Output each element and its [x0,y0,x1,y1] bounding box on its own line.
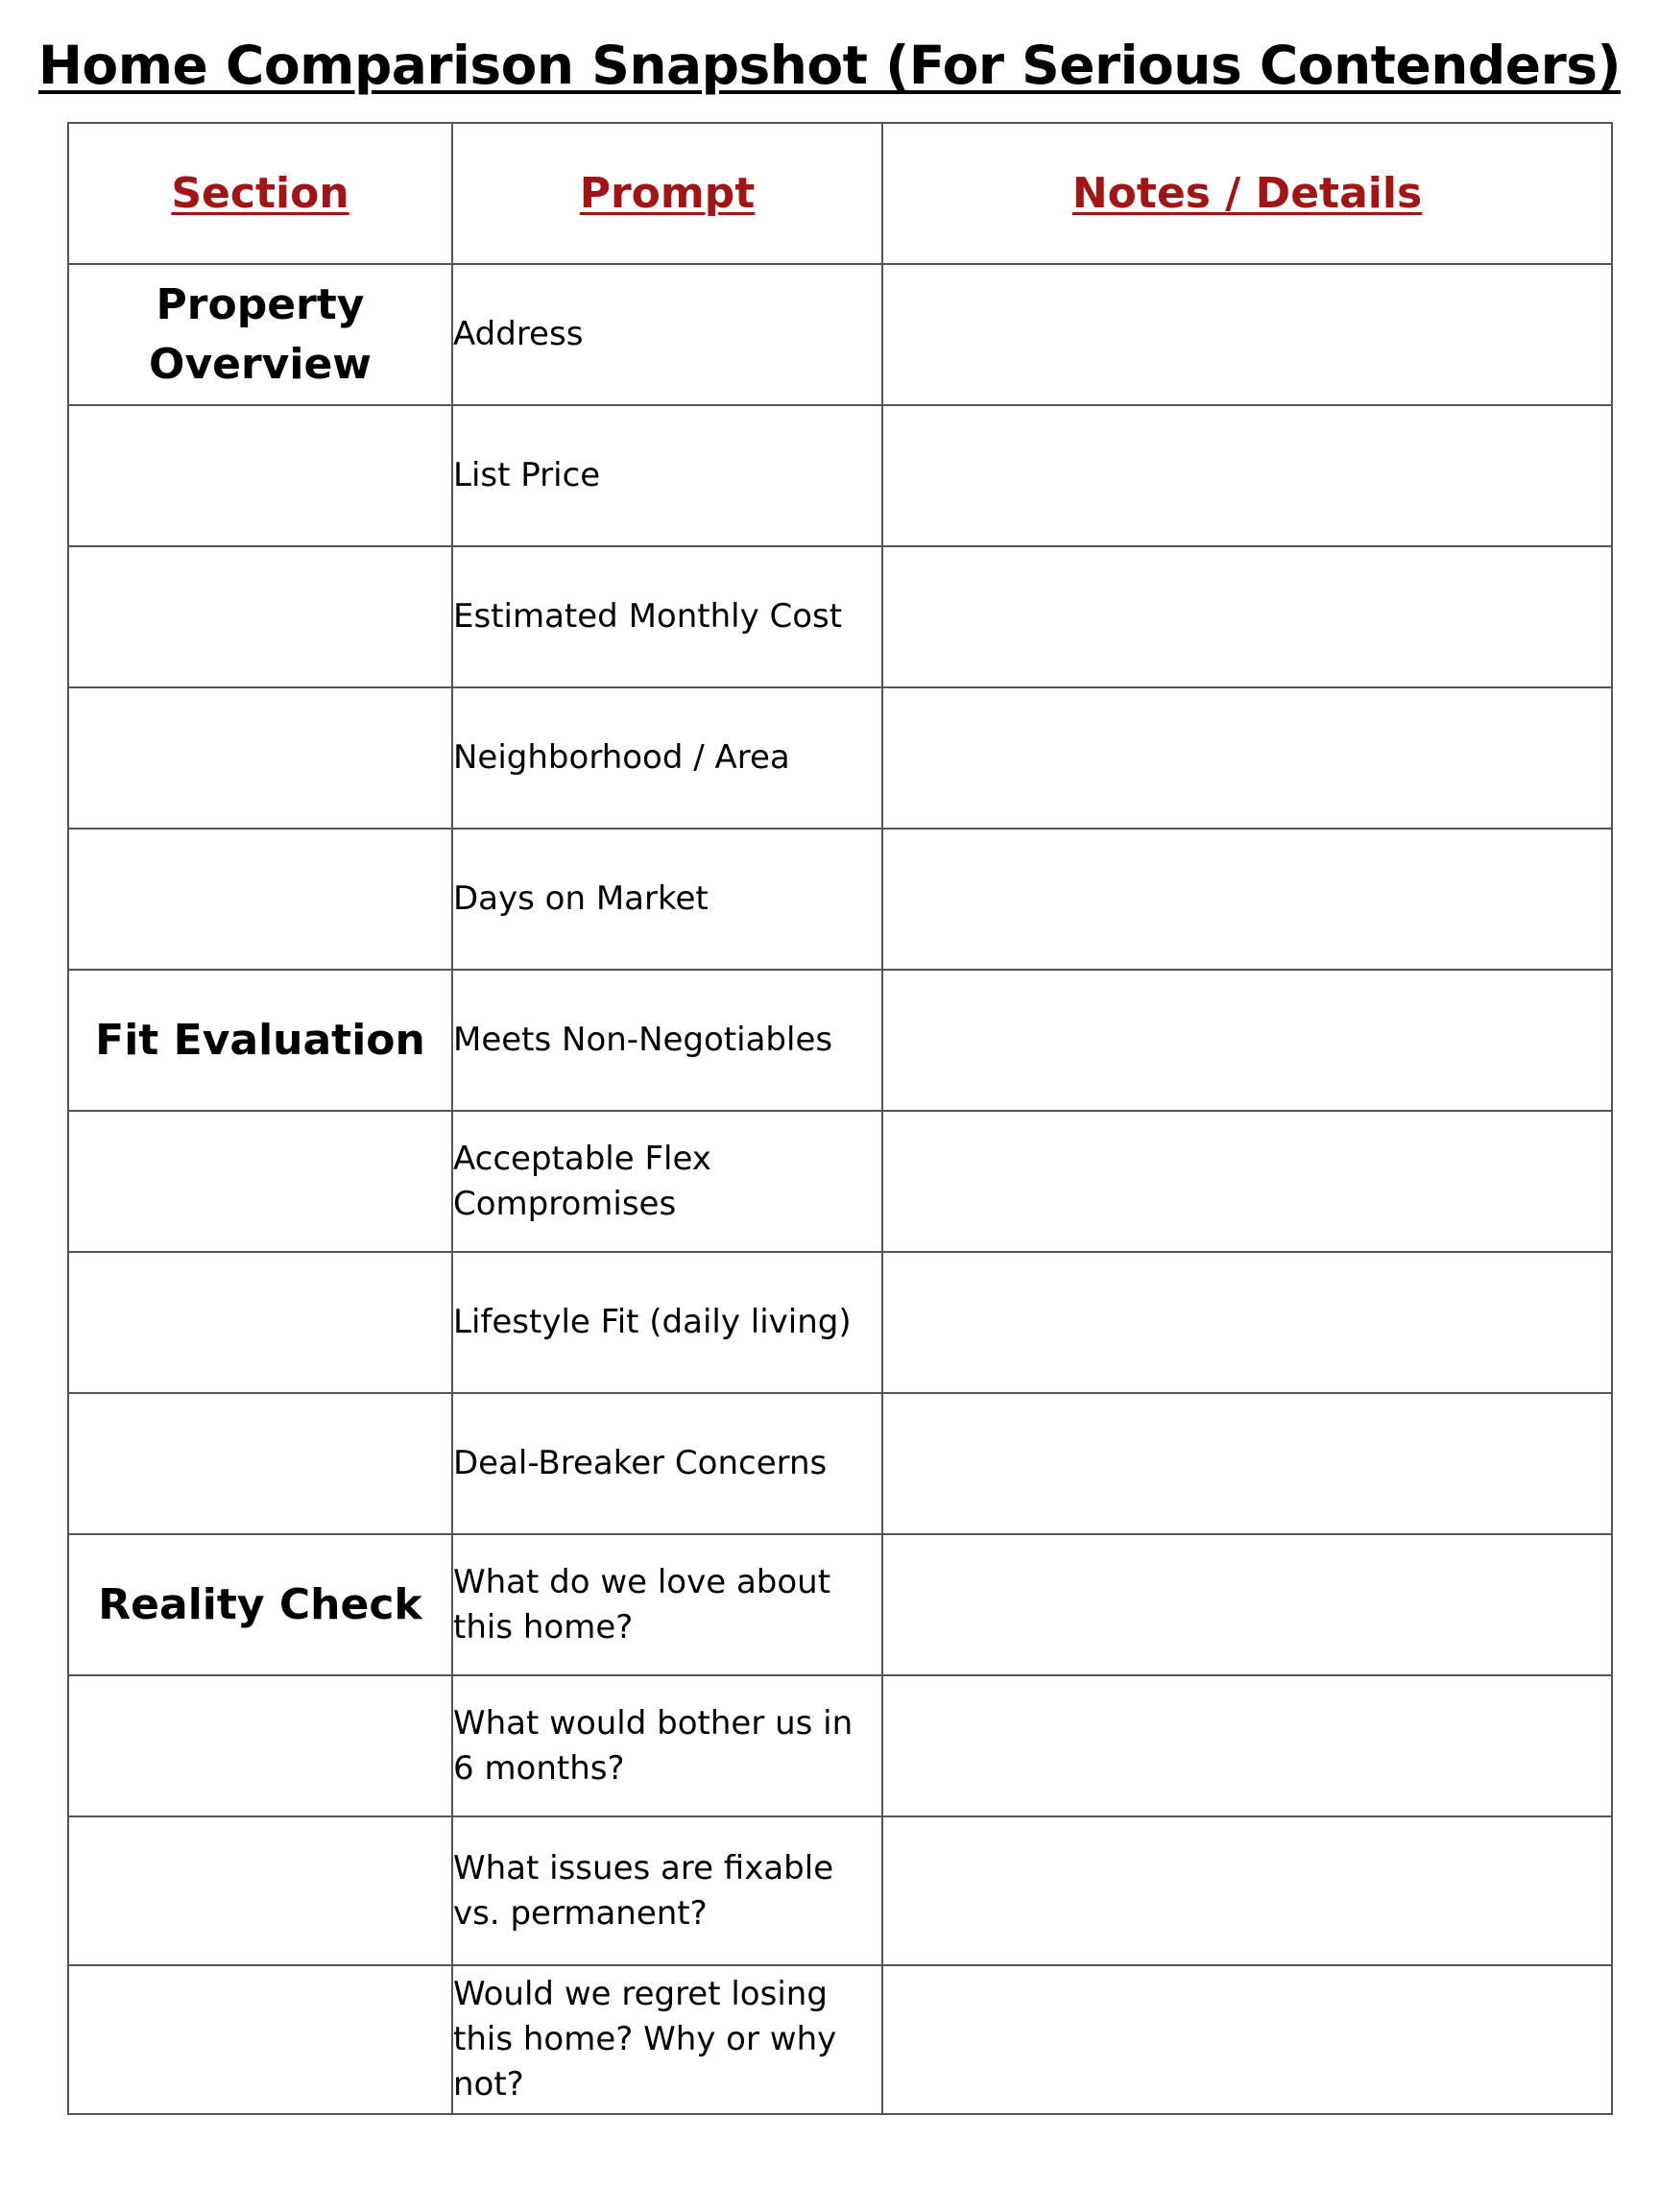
notes-cell[interactable] [882,1965,1612,2114]
notes-cell[interactable] [882,1534,1612,1675]
table-row [68,1534,1612,1675]
notes-cell[interactable] [882,1393,1612,1534]
prompt-cell: What do we love about this home? [452,1534,882,1675]
table-row [68,1252,1612,1393]
prompt-cell: Estimated Monthly Cost [452,546,882,687]
notes-cell[interactable] [882,687,1612,829]
column-header-section: Section [68,123,452,264]
notes-cell[interactable] [882,1675,1612,1816]
section-cell: Fit Evaluation [68,970,452,1111]
table-row [68,687,1612,829]
notes-cell[interactable] [882,1111,1612,1252]
section-cell [68,546,452,687]
notes-cell[interactable] [882,546,1612,687]
table-row [68,1675,1612,1816]
notes-cell[interactable] [882,1252,1612,1393]
notes-cell[interactable] [882,405,1612,546]
prompt-cell: What issues are fixable vs. permanent? [452,1816,882,1965]
section-cell: Property Overview [68,264,452,405]
table-row [68,1393,1612,1534]
prompt-cell: Neighborhood / Area [452,687,882,829]
section-cell [68,1965,452,2114]
comparison-table [67,122,1613,2115]
section-cell [68,405,452,546]
prompt-cell: What would bother us in 6 months? [452,1675,882,1816]
table-row [68,1816,1612,1965]
notes-cell[interactable] [882,829,1612,970]
table-row [68,970,1612,1111]
table-row [68,1965,1612,2114]
column-header-prompt: Prompt [452,123,882,264]
table-row [68,546,1612,687]
prompt-cell: Would we regret losing this home? Why or why not? [452,1965,882,2114]
prompt-cell: Acceptable Flex Compromises [452,1111,882,1252]
notes-cell[interactable] [882,1816,1612,1965]
section-cell [68,1252,452,1393]
section-cell [68,1675,452,1816]
prompt-cell: Days on Market [452,829,882,970]
table-row [68,264,1612,405]
table-row [68,405,1612,546]
notes-cell[interactable] [882,264,1612,405]
prompt-cell: Lifestyle Fit (daily living) [452,1252,882,1393]
section-cell [68,1393,452,1534]
section-cell: Reality Check [68,1534,452,1675]
section-cell [68,1816,452,1965]
section-cell [68,829,452,970]
prompt-cell: List Price [452,405,882,546]
prompt-cell: Meets Non-Negotiables [452,970,882,1111]
section-cell [68,687,452,829]
table-row [68,1111,1612,1252]
page-title: Home Comparison Snapshot (For Serious Contenders) [37,35,1622,96]
prompt-cell: Address [452,264,882,405]
table-row [68,829,1612,970]
notes-cell[interactable] [882,970,1612,1111]
prompt-cell: Deal-Breaker Concerns [452,1393,882,1534]
table-header-row [68,123,1612,264]
column-header-notes: Notes / Details [882,123,1612,264]
section-cell [68,1111,452,1252]
